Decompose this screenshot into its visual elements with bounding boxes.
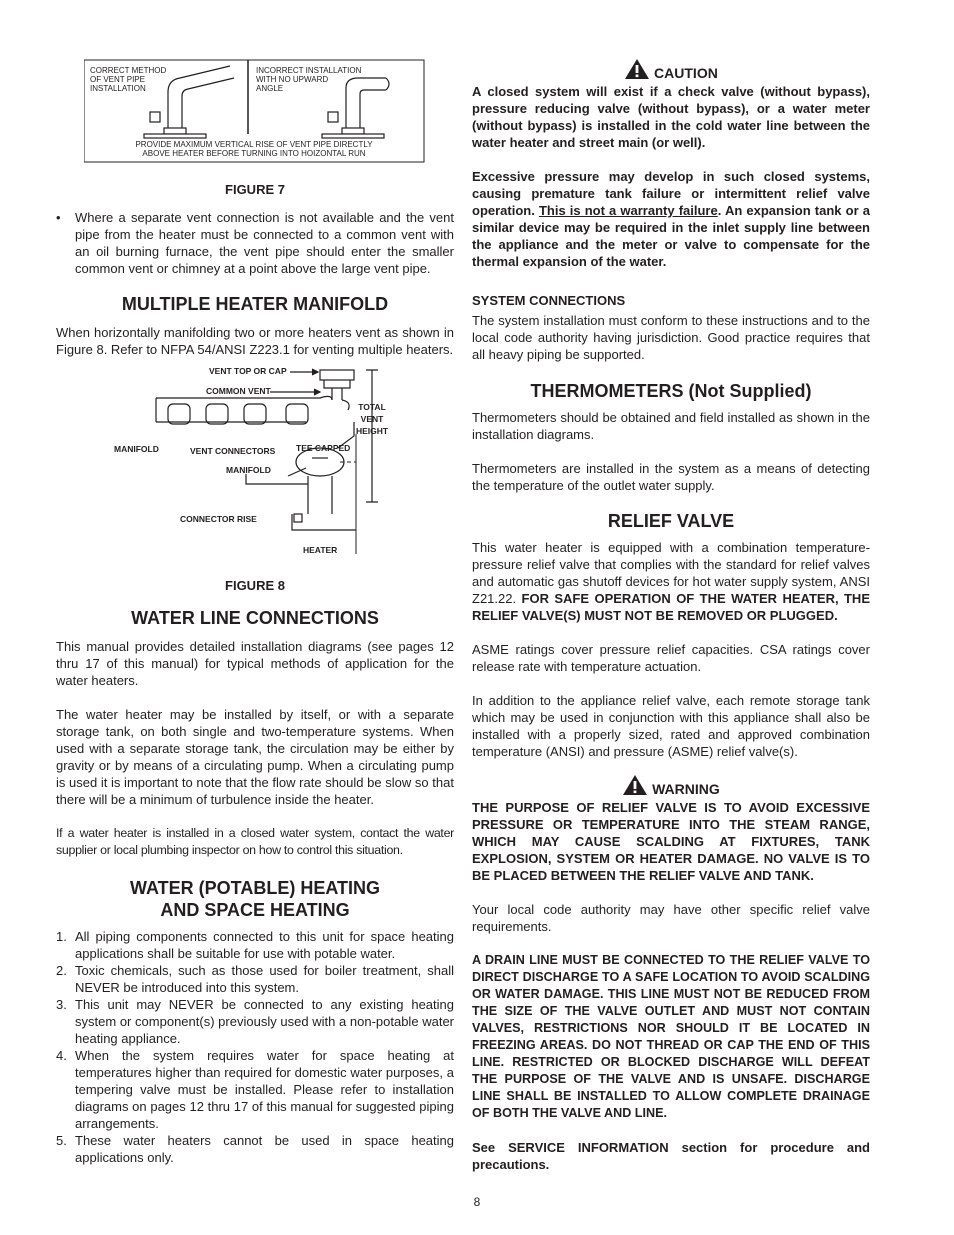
figure-7-correct-label-line-1: CORRECT METHOD [90, 66, 167, 75]
figure-8-vent-top-label: VENT TOP OR CAP [209, 366, 287, 376]
list-item-number: 2. [56, 963, 67, 978]
figure-8-diagram [56, 364, 454, 574]
list-item-text: This unit may NEVER be connected to any existing heating system or component(s) previously used with a non-potable water heating appliance. [75, 997, 454, 1046]
figure-7-diagram [84, 58, 482, 164]
figure-8-manifold-mid-label: MANIFOLD [226, 465, 271, 475]
figure-8-connector-rise-label: CONNECTOR RISE [180, 514, 257, 524]
figure-8-total-label-line-2: VENT [360, 414, 384, 424]
figure-8-common-vent-label: COMMON VENT [206, 386, 271, 396]
vent-bullet [56, 209, 454, 277]
figure-8-total-label-line-3: HEIGHT [355, 426, 389, 436]
water-line-para-2: The water heater may be installed by itself, or with a separate storage tank, on both single and two-temperature systems. When used with a separate storage tank, the circulation may be either by gravity or by means of a circulating pump. When a circulating pump is used it is important to note that the flow rate should be slow so that there will be a minimum of turbulence inside the heater. [56, 707, 454, 807]
relief-valve-para-1-text: This water heater is equipped with a combination temperature-pressure relief valve that complies with the standard for relief valves and automatic gas shutoff devices for hot water supply system, ANSI Z21.22. [472, 540, 870, 606]
warning-triangle-icon [622, 774, 648, 796]
multiple-heater-heading: MULTIPLE HEATER MANIFOLD [121, 294, 389, 314]
warning-title-text: WARNING [652, 781, 720, 797]
figure-8-tee-capped-label: TEE CAPPED [296, 443, 351, 453]
figure-7-note-line-2: ABOVE HEATER BEFORE TURNING INTO HOIZONTAL RUN [142, 149, 366, 158]
right-column [472, 58, 870, 1173]
relief-valve-heading: RELIEF VALVE [607, 511, 735, 531]
warning-para-1: THE PURPOSE OF RELIEF VALVE IS TO AVOID EXCESSIVE PRESSURE OR TEMPERATURE INTO THE STEAM RANGE, WHICH MAY CAUSE SCALDING AT FIXTURES, TANK EXPLOSION, SYSTEM OR HEATER DAMAGE. NO VALVE IS TO BE PLACED BETWEEN THE RELIEF VALVE AND TANK. [472, 800, 870, 883]
thermometers-heading: THERMOMETERS (Not Supplied) [530, 381, 812, 401]
warning-para-4: See SERVICE INFORMATION section for procedure and precautions. [472, 1140, 870, 1172]
caution-title-text: CAUTION [654, 65, 718, 81]
caution-para-2 [472, 168, 870, 270]
caution-warranty-note: This is not a warranty failure [538, 203, 718, 218]
left-column [56, 58, 454, 1166]
vent-bullet-text: Where a separate vent connection is not available and the vent pipe from the heater must be connected to a common vent with an oil burning furnace, the vent pipe should enter the smaller common vent or chimney at a point above the large vent pipe. [75, 210, 454, 276]
list-item [56, 928, 454, 962]
list-item [56, 1047, 454, 1132]
caution-para-2-part-a: Excessive pressure may develop in such closed systems, causing premature tank failure or intermittent relief valve operation. [472, 169, 870, 218]
warning-para-3: A DRAIN LINE MUST BE CONNECTED TO THE RELIEF VALVE TO DIRECT DISCHARGE TO A SAFE LOCATION TO AVOID SCALDING OR WATER DAMAGE. THIS LINE MUST NOT BE REDUCED FROM THE SIZE OF THE VALVE OUTLET AND MUST NOT CONTAIN VALVES, RESTRICTIONS NOR SHOULD IT BE LOCATED IN FREEZING AREAS. DO NOT THREAD OR CAP THE END OF THIS LINE. RESTRICTED OR BLOCKED DISCHARGE WILL DEFEAT THE PURPOSE OF THE VALVE AND IS UNSAFE. DISCHARGE LINE SHALL BE INSTALLED TO ALLOW COMPLETE DRAINAGE OF BOTH THE VALVE AND LINE. [472, 953, 870, 1120]
multiple-heater-para: When horizontally manifolding two or more heaters vent as shown in Figure 8. Refer to NFPA 54/ANSI Z223.1 for venting multiple heaters. [56, 325, 454, 357]
relief-valve-para-2: ASME ratings cover pressure relief capacities. CSA ratings cover release rate with temperature actuation. [472, 642, 870, 674]
figure-7-incorrect-label-line-2: WITH NO UPWARD [256, 75, 329, 84]
relief-valve-para-1 [472, 539, 870, 624]
figure-7-caption: FIGURE 7 [225, 182, 285, 197]
thermometers-para-2: Thermometers are installed in the system as a means of detecting the temperature of the outlet water supply. [472, 461, 870, 493]
page-number: 8 [473, 1195, 481, 1209]
system-connections-para: The system installation must conform to these instructions and to the local code authority having jurisdiction. Good practice requires that all heavy piping be supported. [472, 313, 870, 362]
figure-8-heater-label: HEATER [303, 545, 338, 555]
warning-title [472, 774, 870, 799]
list-item-number: 5. [56, 1133, 67, 1148]
list-item [56, 962, 454, 996]
system-connections-heading: SYSTEM CONNECTIONS [472, 293, 626, 308]
relief-valve-safety-note: FOR SAFE OPERATION OF THE WATER HEATER, THE RELIEF VALVE(S) MUST NOT BE REMOVED OR PLUGGED. [472, 591, 870, 623]
water-line-para-3: If a water heater is installed in a closed water system, contact the water supplier or local plumbing inspector on how to control this situation. [56, 826, 454, 857]
figure-8-vent-connectors-label: VENT CONNECTORS [190, 446, 276, 456]
water-line-heading: WATER LINE CONNECTIONS [131, 608, 379, 628]
list-item-text: These water heaters cannot be used in space heating applications only. [75, 1133, 454, 1165]
figure-7-correct-label-line-3: INSTALLATION [90, 84, 146, 93]
list-item-text: All piping components connected to this unit for space heating applications shall be suitable for use with potable water. [75, 929, 454, 961]
caution-para-1: A closed system will exist if a check valve (without bypass), pressure reducing valve (without bypass), or a water meter (without bypass) is installed in the cold water line between the water heater and street main (or well). [472, 84, 870, 150]
figure-7-incorrect-label-line-1: INCORRECT INSTALLATION [256, 66, 362, 75]
figure-8-caption: FIGURE 8 [225, 578, 285, 593]
figure-7-correct-label-line-2: OF VENT PIPE [90, 75, 145, 84]
warning-triangle-icon [624, 58, 650, 80]
caution-para-2-part-c: . An expansion tank or a similar device may be required in the inlet supply line between the appliance and the meter or valve to compensate for the thermal expansion of the water. [472, 203, 870, 269]
potable-heading-line-1: WATER (POTABLE) HEATING [130, 878, 380, 898]
caution-title [472, 58, 870, 83]
potable-list [56, 928, 454, 1166]
figure-8-total-label-line-1: TOTAL [358, 402, 386, 412]
warning-para-2: Your local code authority may have other specific relief valve requirements. [472, 902, 870, 934]
thermometers-para-1: Thermometers should be obtained and field installed as shown in the installation diagrams. [472, 410, 870, 442]
bullet-mark: • [56, 210, 61, 225]
water-line-para-1: This manual provides detailed installation diagrams (see pages 12 thru 17 of this manual) for typical methods of application for the water heaters. [56, 639, 454, 688]
figure-8-manifold-left-label: MANIFOLD [114, 444, 159, 454]
list-item [56, 1132, 454, 1166]
list-item-number: 3. [56, 997, 67, 1012]
list-item-number: 1. [56, 929, 67, 944]
list-item-number: 4. [56, 1048, 67, 1063]
list-item-text: When the system requires water for space heating at temperatures higher than required for domestic water purposes, a tempering valve must be installed. Please refer to installation diagrams on pages 12 thru 17 of this manual for suggested piping arrangements. [75, 1048, 454, 1131]
list-item [56, 996, 454, 1047]
figure-7-incorrect-label-line-3: ANGLE [256, 84, 284, 93]
list-item-text: Toxic chemicals, such as those used for boiler treatment, shall NEVER be introduced into this system. [75, 963, 454, 995]
relief-valve-para-3: In addition to the appliance relief valve, each remote storage tank which may be used in conjunction with this appliance shall also be installed with a properly sized, rated and approved combination temperature (ANSI) and pressure (ASME) relief valve(s). [472, 693, 870, 759]
potable-heading-line-2: AND SPACE HEATING [160, 900, 350, 920]
figure-7-note-line-1: PROVIDE MAXIMUM VERTICAL RISE OF VENT PIPE DIRECTLY [135, 140, 373, 149]
